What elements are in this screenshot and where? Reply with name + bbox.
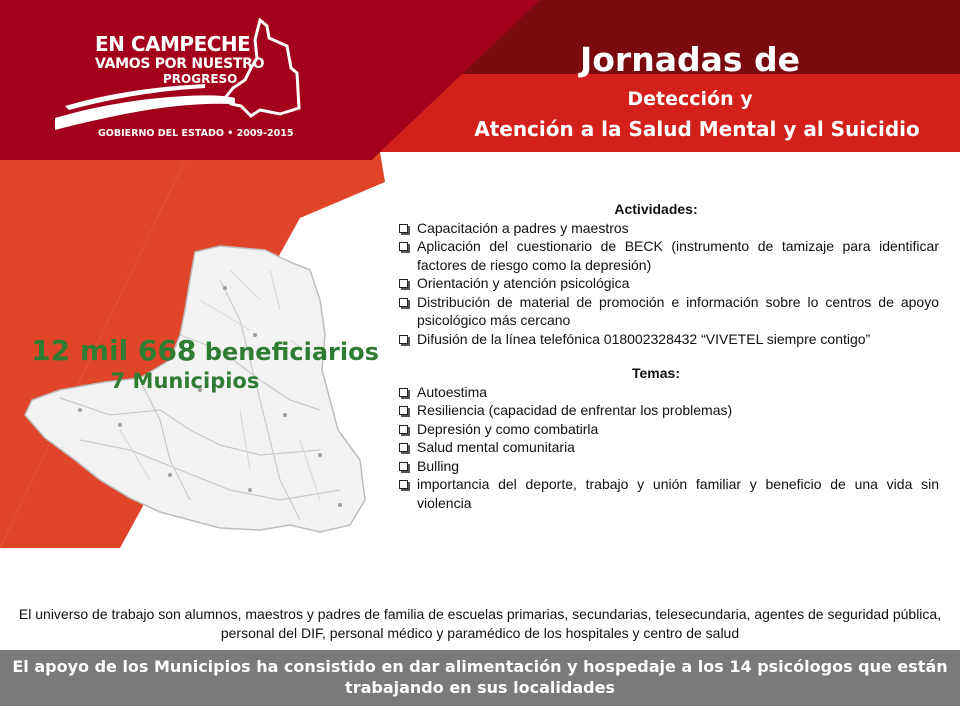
list-item: Bulling [398, 457, 939, 476]
beneficiaries-stat [20, 334, 390, 367]
checkbox-bullet-icon [399, 335, 408, 344]
list-item: Depresión y como combatirla [398, 420, 939, 439]
logo-line-2: VAMOS POR NUESTRO [95, 56, 265, 72]
checkbox-bullet-icon [399, 242, 408, 251]
logo-government-label: GOBIERNO DEL ESTADO • 2009-2015 [98, 128, 294, 139]
beneficiaries-label: beneficiarios [204, 338, 379, 366]
municipalities-stat: 7 Municipios [110, 369, 260, 393]
logo-line-1: EN CAMPECHE [95, 32, 251, 56]
checkbox-bullet-icon [399, 443, 408, 452]
page-subtitle-2: Atención a la Salud Mental y al Suicidio [474, 117, 920, 141]
logo-line-3: PROGRESO [163, 72, 238, 86]
page-title: Jornadas de [579, 40, 800, 79]
list-item: Orientación y atención psicológica [398, 274, 939, 293]
list-item: Resiliencia (capacidad de enfrentar los problemas) [398, 401, 939, 420]
beneficiaries-number: 12 mil 668 [31, 334, 197, 367]
list-item: importancia del deporte, trabajo y unión familiar y beneficio de una vida sin violencia [398, 475, 939, 512]
checkbox-bullet-icon [399, 279, 408, 288]
list-item: Autoestima [398, 383, 939, 402]
checkbox-bullet-icon [399, 406, 408, 415]
footer-text: El apoyo de los Municipios ha consistido en dar alimentación y hospedaje a los 14 psicólogos que están trabajando en sus localidades [12, 657, 948, 697]
topics-heading: Temas: [632, 365, 680, 381]
list-item: Difusión de la línea telefónica 018002328432 “VIVETEL siempre contigo” [398, 330, 939, 349]
activities-heading: Actividades: [614, 201, 698, 217]
activities-list [398, 219, 939, 349]
checkbox-bullet-icon [399, 388, 408, 397]
list-item: Salud mental comunitaria [398, 438, 939, 457]
topics-list [398, 383, 939, 513]
list-item: Distribución de material de promoción e información sobre lo centros de apoyo psicológico más cercano [398, 293, 939, 330]
checkbox-bullet-icon [399, 425, 408, 434]
checkbox-bullet-icon [399, 298, 408, 307]
checkbox-bullet-icon [399, 480, 408, 489]
list-item: Aplicación del cuestionario de BECK (instrumento de tamizaje para identificar factores de riesgo como la depresión) [398, 237, 939, 274]
checkbox-bullet-icon [399, 224, 408, 233]
checkbox-bullet-icon [399, 462, 408, 471]
page-subtitle-1: Detección y [627, 88, 753, 110]
government-logo [55, 18, 315, 148]
universe-description: El universo de trabajo son alumnos, maestros y padres de familia de escuelas primarias, secundarias, telesecundaria, agentes de seguridad pública, personal del DIF, personal médico y paramédico de los hospitales y centro de salud [18, 606, 942, 641]
list-item: Capacitación a padres y maestros [398, 219, 939, 238]
content-panel [398, 200, 939, 512]
